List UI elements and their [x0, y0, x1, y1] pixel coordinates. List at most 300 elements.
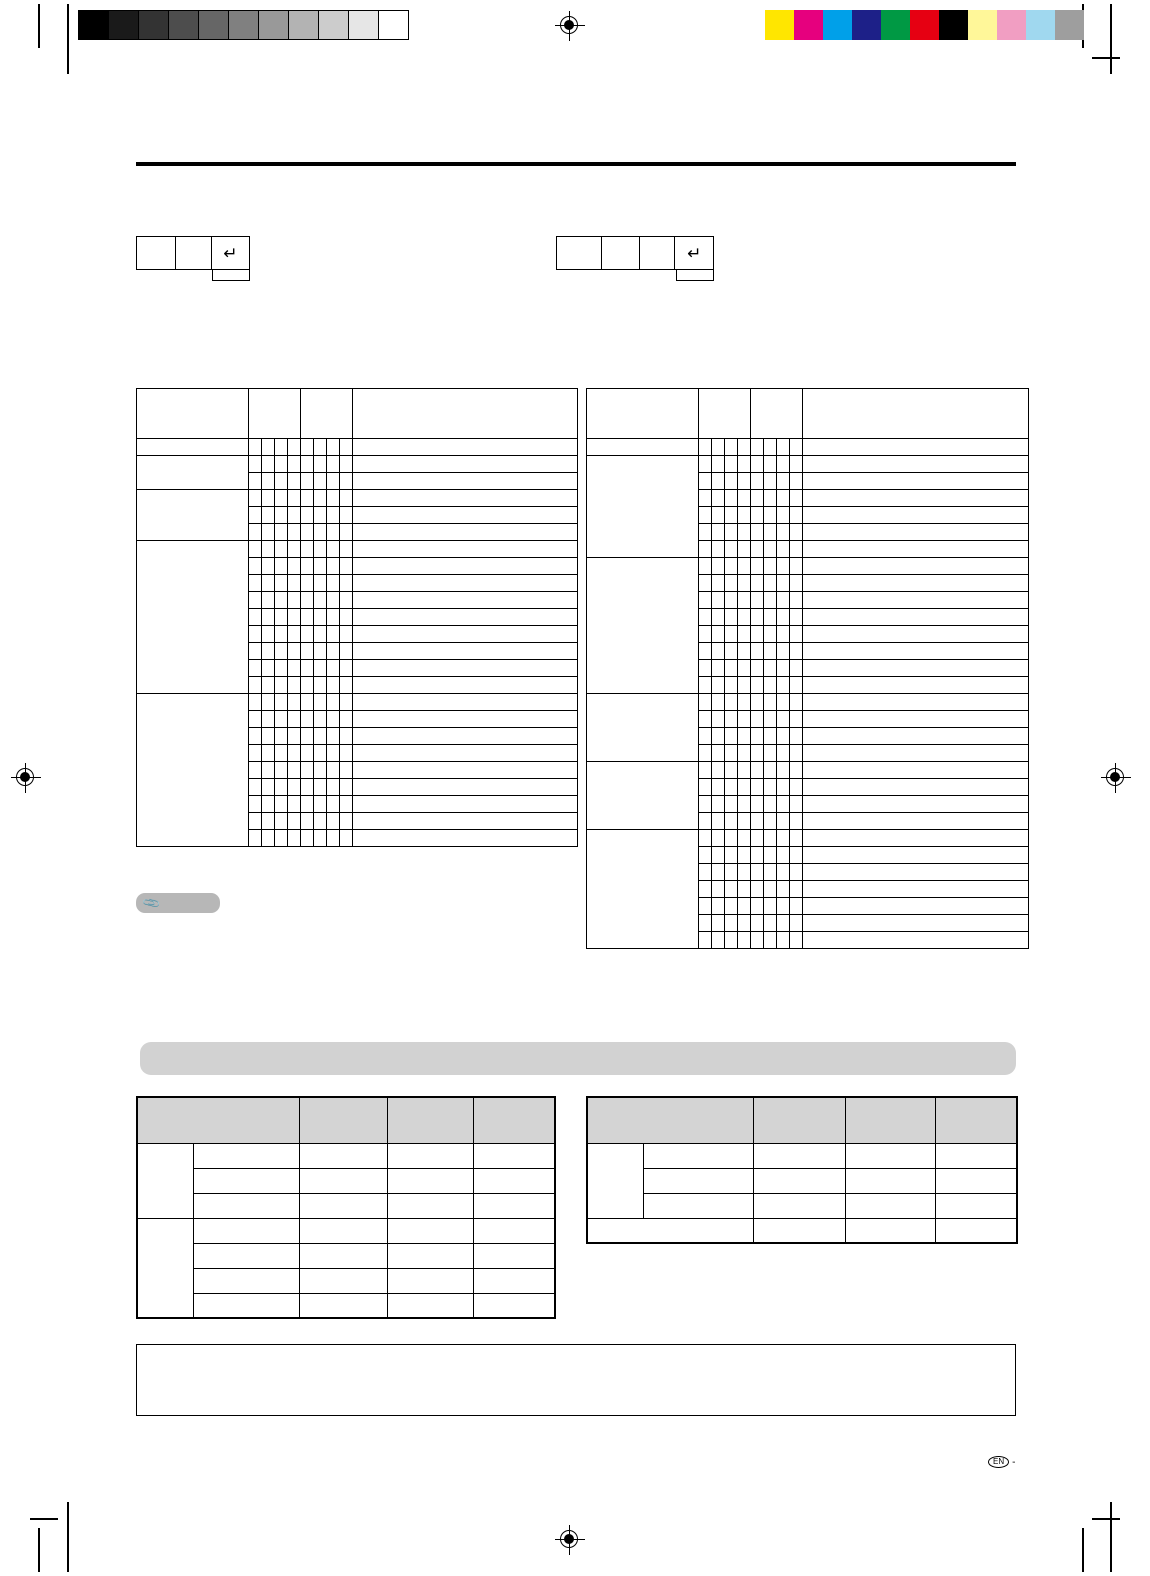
cell-notes: [803, 507, 1029, 524]
cell: [699, 779, 712, 796]
cell: [699, 898, 712, 915]
cell: [262, 490, 275, 507]
cell: [340, 490, 353, 507]
cell: [738, 779, 751, 796]
cell: [699, 728, 712, 745]
cell: [764, 847, 777, 864]
cell: [249, 677, 262, 694]
registration-mark-top-center: [558, 14, 582, 38]
cell: [790, 881, 803, 898]
cell: [301, 541, 314, 558]
cell: [262, 524, 275, 541]
cell: [314, 456, 327, 473]
cell: [275, 524, 288, 541]
cell: [340, 439, 353, 456]
cell: [935, 1193, 1017, 1218]
cell: [777, 813, 790, 830]
cell: [314, 558, 327, 575]
color-swatch: [1026, 10, 1055, 40]
cell: [712, 507, 725, 524]
header-cell-group-b: [301, 389, 353, 439]
cell-notes: [803, 626, 1029, 643]
key-blank-1: [137, 237, 176, 269]
cell-notes: [353, 762, 578, 779]
gray-swatch: [349, 11, 379, 39]
cell: [301, 796, 314, 813]
row-label: [137, 456, 249, 490]
cell: [725, 507, 738, 524]
cell: [275, 660, 288, 677]
cell: [738, 728, 751, 745]
cell: [249, 694, 262, 711]
cell: [764, 915, 777, 932]
cell: [387, 1193, 473, 1218]
cell-notes: [803, 643, 1029, 660]
cell: [340, 796, 353, 813]
cell: [712, 847, 725, 864]
cell: [340, 762, 353, 779]
cell: [738, 864, 751, 881]
crop-mark-bottom-left-vertical-2: [67, 1502, 69, 1572]
row-label: [587, 694, 699, 762]
cell: [473, 1268, 555, 1293]
cell: [699, 643, 712, 660]
cell: [751, 932, 764, 949]
cell: [387, 1168, 473, 1193]
cell: [314, 660, 327, 677]
cell: [314, 728, 327, 745]
cell: [699, 796, 712, 813]
cell: [301, 626, 314, 643]
cell: [340, 643, 353, 660]
cell: [738, 660, 751, 677]
cell: [288, 711, 301, 728]
spec-row: [137, 1168, 555, 1193]
cell: [725, 779, 738, 796]
cell: [738, 456, 751, 473]
cell-notes: [803, 762, 1029, 779]
cell: [712, 864, 725, 881]
cell: [288, 473, 301, 490]
cell: [764, 864, 777, 881]
color-swatch: [939, 10, 968, 40]
cell: [314, 609, 327, 626]
cell: [725, 524, 738, 541]
cell: [738, 796, 751, 813]
cell: [777, 779, 790, 796]
cell-notes: [803, 915, 1029, 932]
cell: [249, 439, 262, 456]
cell: [473, 1243, 555, 1268]
cell: [712, 609, 725, 626]
cell: [777, 711, 790, 728]
cell: [764, 575, 777, 592]
cell: [249, 490, 262, 507]
cell: [699, 626, 712, 643]
header-cell-name: [137, 389, 249, 439]
cell: [738, 609, 751, 626]
cell: [790, 473, 803, 490]
cell: [712, 558, 725, 575]
cell: [249, 796, 262, 813]
table-row: [587, 830, 1029, 847]
key-blank-2: [176, 237, 211, 269]
cell-notes: [803, 660, 1029, 677]
spec-row: [137, 1143, 555, 1168]
header-cell-notes: [803, 389, 1029, 439]
cell: [314, 677, 327, 694]
cell: [712, 796, 725, 813]
cell: [275, 762, 288, 779]
header-cell-col3: [935, 1097, 1017, 1143]
cell: [288, 558, 301, 575]
cell: [764, 745, 777, 762]
cell: [738, 694, 751, 711]
cell: [738, 473, 751, 490]
cell: [340, 694, 353, 711]
cell: [764, 439, 777, 456]
cell: [473, 1193, 555, 1218]
cell: [249, 643, 262, 660]
spec-row: [137, 1268, 555, 1293]
cell: [725, 609, 738, 626]
cell: [777, 745, 790, 762]
cell: [777, 677, 790, 694]
cell: [288, 541, 301, 558]
cell: [301, 830, 314, 847]
cell-notes: [353, 779, 578, 796]
cell: [790, 626, 803, 643]
cell: [751, 779, 764, 796]
cell: [301, 677, 314, 694]
cell: [738, 439, 751, 456]
crop-mark-bottom-left-horizontal: [30, 1518, 58, 1520]
cell: [249, 609, 262, 626]
cell: [327, 660, 340, 677]
cell: [288, 796, 301, 813]
cell: [764, 898, 777, 915]
header-cell-group-a: [699, 389, 751, 439]
header-cell-col1: [753, 1097, 845, 1143]
cell: [327, 558, 340, 575]
key-sequence-left-tail: [212, 269, 250, 281]
cell: [764, 881, 777, 898]
cell: [288, 439, 301, 456]
cell: [764, 524, 777, 541]
cell: [327, 762, 340, 779]
cell: [327, 745, 340, 762]
cell: [751, 660, 764, 677]
gray-swatch: [169, 11, 199, 39]
cell-notes: [803, 898, 1029, 915]
cell-notes: [803, 932, 1029, 949]
cell: [327, 813, 340, 830]
cell: [275, 558, 288, 575]
enter-icon: ↵: [687, 243, 702, 263]
header-cell-group-b: [751, 389, 803, 439]
cell: [764, 932, 777, 949]
cell: [249, 813, 262, 830]
table-row: [137, 694, 578, 711]
cell: [340, 779, 353, 796]
cell: [712, 626, 725, 643]
cell: [725, 660, 738, 677]
row-label: [193, 1193, 299, 1218]
cell: [387, 1243, 473, 1268]
cell: [262, 694, 275, 711]
cell: [299, 1193, 387, 1218]
cell: [790, 456, 803, 473]
cell: [314, 626, 327, 643]
key-blank-1: [557, 237, 602, 269]
cell: [790, 575, 803, 592]
cell: [725, 694, 738, 711]
cell: [738, 677, 751, 694]
table-row: [137, 490, 578, 507]
cell: [738, 592, 751, 609]
cell: [288, 575, 301, 592]
cell: [301, 694, 314, 711]
cell-notes: [353, 575, 578, 592]
cell: [473, 1168, 555, 1193]
cell: [738, 813, 751, 830]
specification-table-left: [136, 1096, 556, 1319]
row-label: [643, 1193, 753, 1218]
cell: [777, 796, 790, 813]
header-cell-notes: [353, 389, 578, 439]
color-swatch: [910, 10, 939, 40]
cell: [314, 575, 327, 592]
cell: [301, 779, 314, 796]
crop-mark-bottom-left-vertical: [38, 1528, 40, 1572]
cell: [777, 456, 790, 473]
cell: [764, 660, 777, 677]
cell: [288, 524, 301, 541]
cell-notes: [353, 728, 578, 745]
cell: [340, 626, 353, 643]
cell: [790, 490, 803, 507]
cell: [275, 507, 288, 524]
cell: [262, 813, 275, 830]
cell: [288, 456, 301, 473]
cell: [699, 915, 712, 932]
cell-notes: [803, 745, 1029, 762]
cell-notes: [803, 796, 1029, 813]
table-header-row: [137, 389, 578, 439]
cell-notes: [353, 439, 578, 456]
cell: [262, 779, 275, 796]
cell: [751, 541, 764, 558]
gray-swatch: [139, 11, 169, 39]
cell: [262, 745, 275, 762]
cell: [249, 575, 262, 592]
cell: [275, 473, 288, 490]
cell: [340, 830, 353, 847]
cell: [301, 558, 314, 575]
cell: [712, 728, 725, 745]
cell: [712, 915, 725, 932]
cell: [725, 626, 738, 643]
table-row: [587, 456, 1029, 473]
cell: [262, 592, 275, 609]
cell: [725, 898, 738, 915]
cell: [340, 745, 353, 762]
cell: [275, 490, 288, 507]
cell: [288, 626, 301, 643]
cell: [712, 779, 725, 796]
cell: [387, 1218, 473, 1243]
cell: [301, 592, 314, 609]
cell: [340, 592, 353, 609]
color-swatch: [765, 10, 794, 40]
cell: [299, 1168, 387, 1193]
row-label: [587, 762, 699, 830]
cell: [288, 762, 301, 779]
crop-mark-bottom-right-horizontal: [1092, 1518, 1120, 1520]
cell: [751, 898, 764, 915]
cell: [327, 541, 340, 558]
cell: [764, 592, 777, 609]
cell: [262, 541, 275, 558]
cell: [699, 711, 712, 728]
cell: [340, 609, 353, 626]
cell: [777, 847, 790, 864]
page-footer: [988, 1456, 1015, 1468]
cell: [790, 711, 803, 728]
cell: [712, 813, 725, 830]
cell: [777, 575, 790, 592]
cell: [288, 660, 301, 677]
cell: [262, 711, 275, 728]
cell: [299, 1218, 387, 1243]
table-header-row: [587, 389, 1029, 439]
cell-notes: [803, 609, 1029, 626]
row-group-label: [137, 1218, 193, 1318]
signal-support-table-left: [136, 388, 578, 847]
cell: [327, 779, 340, 796]
cell: [764, 694, 777, 711]
cell-notes: [353, 507, 578, 524]
cell: [262, 558, 275, 575]
cell: [301, 728, 314, 745]
cell: [340, 728, 353, 745]
cell: [777, 541, 790, 558]
cell: [699, 541, 712, 558]
key-blank-2: [602, 237, 640, 269]
cell-notes: [353, 473, 578, 490]
key-enter: [675, 237, 713, 269]
color-swatch: [852, 10, 881, 40]
spec-row: [137, 1293, 555, 1318]
cell: [738, 932, 751, 949]
cell: [725, 575, 738, 592]
cell: [790, 592, 803, 609]
gray-swatch: [379, 11, 408, 39]
cell: [249, 745, 262, 762]
cell: [777, 915, 790, 932]
cell: [777, 558, 790, 575]
cell: [712, 881, 725, 898]
cell: [473, 1293, 555, 1318]
cell: [777, 609, 790, 626]
cell-notes: [353, 813, 578, 830]
cell: [275, 541, 288, 558]
cell: [790, 762, 803, 779]
cell-notes: [353, 677, 578, 694]
cell-notes: [803, 830, 1029, 847]
cell: [725, 745, 738, 762]
cell: [738, 575, 751, 592]
page-header-rule: [136, 162, 1016, 166]
cell: [699, 592, 712, 609]
cell-notes: [353, 558, 578, 575]
cell-notes: [353, 745, 578, 762]
cell: [764, 643, 777, 660]
crop-mark-top-right-horizontal: [1092, 57, 1120, 59]
cell: [712, 694, 725, 711]
cell: [725, 728, 738, 745]
cell: [790, 745, 803, 762]
language-badge: EN: [988, 1456, 1009, 1468]
cell: [699, 762, 712, 779]
cell: [288, 490, 301, 507]
cell: [764, 830, 777, 847]
gray-swatch: [229, 11, 259, 39]
cell: [751, 915, 764, 932]
cell: [301, 745, 314, 762]
cell: [327, 473, 340, 490]
cell: [725, 762, 738, 779]
cell: [777, 490, 790, 507]
table-body: [587, 1097, 1017, 1243]
cell: [314, 643, 327, 660]
cell: [712, 439, 725, 456]
cell: [764, 677, 777, 694]
cell: [764, 813, 777, 830]
row-label: [193, 1218, 299, 1243]
cell: [777, 473, 790, 490]
cell-notes: [353, 711, 578, 728]
table-row: [137, 541, 578, 558]
cell: [288, 643, 301, 660]
cell-notes: [353, 456, 578, 473]
cell-notes: [353, 660, 578, 677]
row-label: [193, 1143, 299, 1168]
cell-notes: [803, 881, 1029, 898]
cell: [288, 507, 301, 524]
cell: [473, 1218, 555, 1243]
cell: [935, 1168, 1017, 1193]
spec-header-row: [137, 1097, 555, 1143]
cell: [725, 796, 738, 813]
cell: [712, 677, 725, 694]
cell: [275, 728, 288, 745]
header-cell-col3: [473, 1097, 555, 1143]
cell: [340, 456, 353, 473]
cell: [712, 592, 725, 609]
cell: [738, 524, 751, 541]
cell: [790, 609, 803, 626]
cell: [738, 881, 751, 898]
row-label: [137, 694, 249, 847]
cell: [699, 507, 712, 524]
cell: [725, 643, 738, 660]
cell: [725, 864, 738, 881]
cell: [777, 898, 790, 915]
cell: [790, 915, 803, 932]
cell: [699, 456, 712, 473]
cell: [275, 813, 288, 830]
